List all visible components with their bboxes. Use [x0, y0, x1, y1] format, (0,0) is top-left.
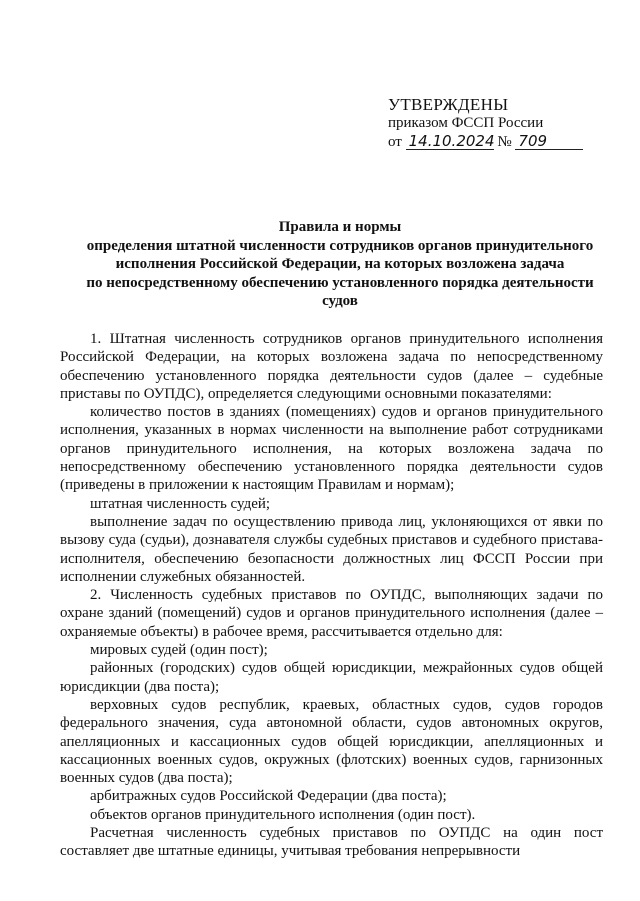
- document-title: [60, 218, 620, 311]
- approval-date: 14.10.2024: [406, 134, 494, 150]
- paragraph: количество постов в зданиях (помещениях) судов и органов принудительного исполнения, указанных в нормах численности на выполнение работ сотрудниками органов принудительного исполнения, на которых возложена задача по непосредственному обеспечению установленного порядка деятельности судов (приведены в приложении к настоящим Правилам и нормам);: [60, 404, 603, 494]
- paragraph: верховных судов республик, краевых, областных судов, судов городов федерального значения, суда автономной области, судов автономных округов, апелляционных и кассационных судов общей юрисдикции, апелляционных и кассационных военных судов, окружных (флотских) военных судов, гарнизонных военных судов (два поста);: [60, 696, 603, 787]
- approval-number: 709: [515, 134, 583, 150]
- title-line: судов: [322, 293, 358, 309]
- paragraph: районных (городских) судов общей юрисдикции, межрайонных судов общей юрисдикции (два поста);: [60, 660, 603, 695]
- approval-date-number: [388, 133, 618, 152]
- paragraph: объектов органов принудительного исполнения (один пост).: [90, 806, 476, 823]
- title-line: Правила и нормы: [278, 219, 402, 235]
- paragraph: выполнение задач по осуществлению привода лиц, уклоняющихся от явки по вызову суда (судьи), дознавателя службы судебных приставов и судебного пристава-исполнителя, обеспечению безопасности должностных лиц ФССП России при исполнении служебных обязанностей.: [60, 513, 603, 585]
- title-line: исполнения Российской Федерации, на которых возложена задача: [115, 256, 565, 272]
- approval-from-label: от: [388, 134, 402, 150]
- title-line: по непосредственному обеспечению установленного порядка деятельности: [86, 274, 594, 291]
- approval-title: УТВЕРЖДЕНЫ: [388, 95, 509, 114]
- document-body: [60, 330, 603, 861]
- paragraph: мировых судей (один пост);: [90, 642, 268, 659]
- paragraph: 2. Численность судебных приставов по ОУПДС, выполняющих задачи по охране зданий (помещений) судов и органов принудительного исполнения (далее – охраняемые объекты) в рабочее время, рассчитывается отдельно для:: [60, 587, 603, 640]
- paragraph: 1. Штатная численность сотрудников органов принудительного исполнения Российской Федерации, на которых возложена задача по непосредственному обеспечению установленного порядка деятельности судов (далее – судебные приставы по ОУПДС), определяется следующими основными показателями:: [60, 331, 603, 402]
- approval-number-label: №: [497, 134, 512, 150]
- approval-order-line: приказом ФССП России: [388, 115, 544, 131]
- title-line: определения штатной численности сотрудников органов принудительного: [86, 237, 594, 254]
- approval-stamp: [388, 95, 618, 152]
- paragraph: штатная численность судей;: [90, 495, 271, 512]
- paragraph: арбитражных судов Российской Федерации (два поста);: [90, 788, 447, 805]
- paragraph: Расчетная численность судебных приставов по ОУПДС на один пост составляет две штатные единицы, учитывая требования непрерывности: [60, 825, 603, 860]
